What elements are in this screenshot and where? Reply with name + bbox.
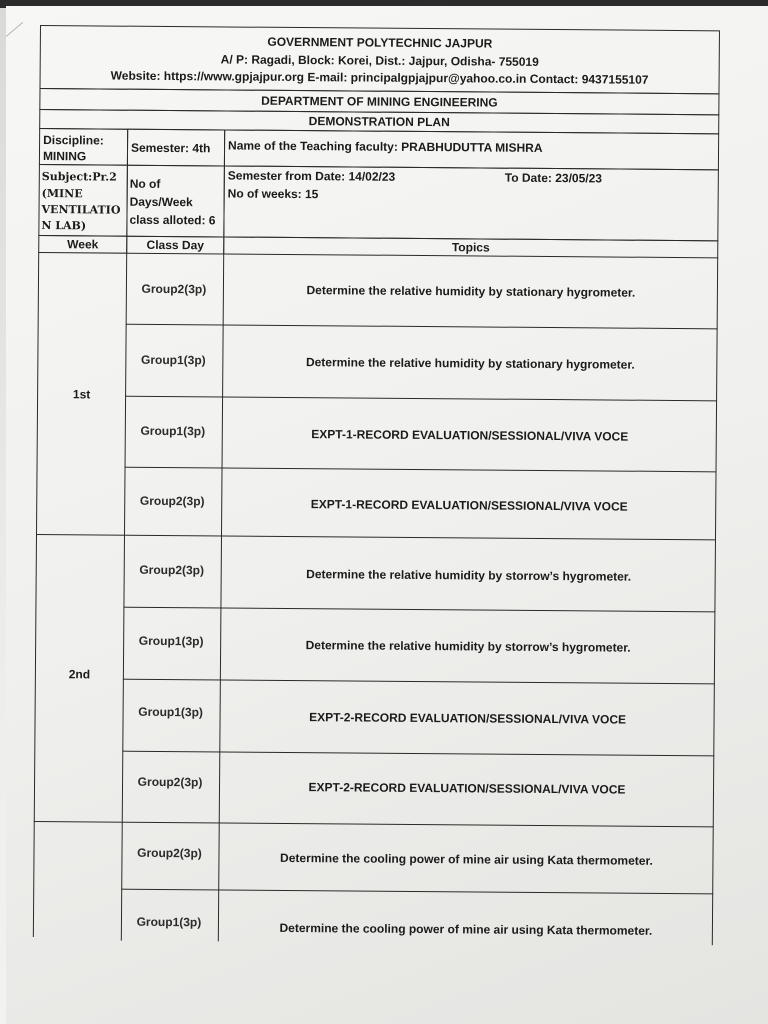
class-day-group: Group1(3p)	[136, 914, 202, 930]
grid-line	[123, 607, 715, 613]
plan-title: DEMONSTRATION PLAN	[308, 114, 450, 130]
grid-line	[125, 396, 717, 402]
grid-line	[126, 324, 718, 330]
class-day-group: Group1(3p)	[140, 423, 206, 439]
semester: Semester: 4th	[130, 140, 211, 156]
class-day-group: Group2(3p)	[139, 493, 205, 509]
topic-text: Determine the relative humidity by storrow’s hygrometer.	[306, 567, 632, 584]
days-line: No of	[129, 176, 161, 191]
topic-text: EXPT-1-RECORD EVALUATION/SESSIONAL/VIVA VOCE	[311, 427, 629, 444]
subject-line: Subject:Pr.2	[41, 170, 117, 184]
grid-line	[122, 751, 714, 757]
class-day-group: Group1(3p)	[138, 704, 203, 720]
class-day-group: Group2(3p)	[141, 281, 207, 297]
days-line: class alloted: 6	[129, 212, 216, 228]
topic-text: Determine the relative humidity by storrow’s hygrometer.	[305, 638, 631, 655]
topic-text: EXPT-2-RECORD EVALUATION/SESSIONAL/VIVA VOCE	[309, 710, 627, 727]
column-header-week: Week	[67, 237, 99, 252]
topic-text: EXPT-2-RECORD EVALUATION/SESSIONAL/VIVA VOCE	[308, 780, 626, 797]
semester-to-date: To Date: 23/05/23	[504, 170, 603, 186]
topic-text: EXPT-1-RECORD EVALUATION/SESSIONAL/VIVA VOCE	[310, 497, 628, 514]
class-day-group: Group1(3p)	[138, 633, 204, 649]
topic-text: Determine the relative humidity by stationary hygrometer.	[305, 355, 635, 372]
class-day-group: Group1(3p)	[140, 352, 206, 368]
grid-line	[125, 467, 717, 473]
topic-text: Determine the cooling power of mine air using Kata thermometer.	[280, 850, 653, 868]
topic-text: Determine the relative humidity by stationary hygrometer.	[306, 283, 636, 300]
demonstration-plan-document	[33, 25, 722, 945]
discipline-label: Discipline:	[43, 133, 104, 148]
grid-line	[36, 534, 716, 540]
grid-line	[34, 821, 714, 827]
class-day-group: Group2(3p)	[137, 845, 202, 861]
week-label: 1st	[72, 387, 91, 402]
number-of-weeks: No of weeks: 15	[227, 186, 319, 202]
department-name: DEPARTMENT OF MINING ENGINEERING	[261, 93, 498, 110]
class-day-group: Group2(3p)	[137, 774, 203, 790]
institute-contact: Website: https://www.gpjajpur.org E-mail: principalgpjajpur@yahoo.co.in Contact: 9437155107	[110, 68, 649, 87]
topic-text: Determine the cooling power of mine air using Kata thermometer.	[279, 920, 653, 938]
semester-from-date: Semester from Date: 14/02/23	[227, 168, 396, 184]
grid-line	[121, 889, 713, 895]
teaching-faculty: Name of the Teaching faculty: PRABHUDUTTA MISHRA	[228, 138, 543, 155]
subject-line: N LAB)	[41, 219, 87, 233]
column-header-class-day: Class Day	[146, 237, 205, 253]
week-label: 2nd	[68, 667, 91, 682]
institute-address: A/ P: Ragadi, Block: Korei, Dist.: Jajpur, Odisha- 755019	[220, 52, 539, 69]
discipline-value: MINING	[42, 149, 87, 164]
paper-crease	[6, 22, 23, 37]
institute-name: GOVERNMENT POLYTECHNIC JAJPUR	[267, 34, 493, 51]
subject-line: (MINE	[41, 187, 83, 201]
days-line: Days/Week	[129, 194, 193, 210]
column-header-topics: Topics	[451, 240, 490, 255]
subject-line: VENTILATIO	[41, 203, 121, 217]
grid-line	[123, 679, 715, 685]
class-day-group: Group2(3p)	[139, 562, 205, 578]
